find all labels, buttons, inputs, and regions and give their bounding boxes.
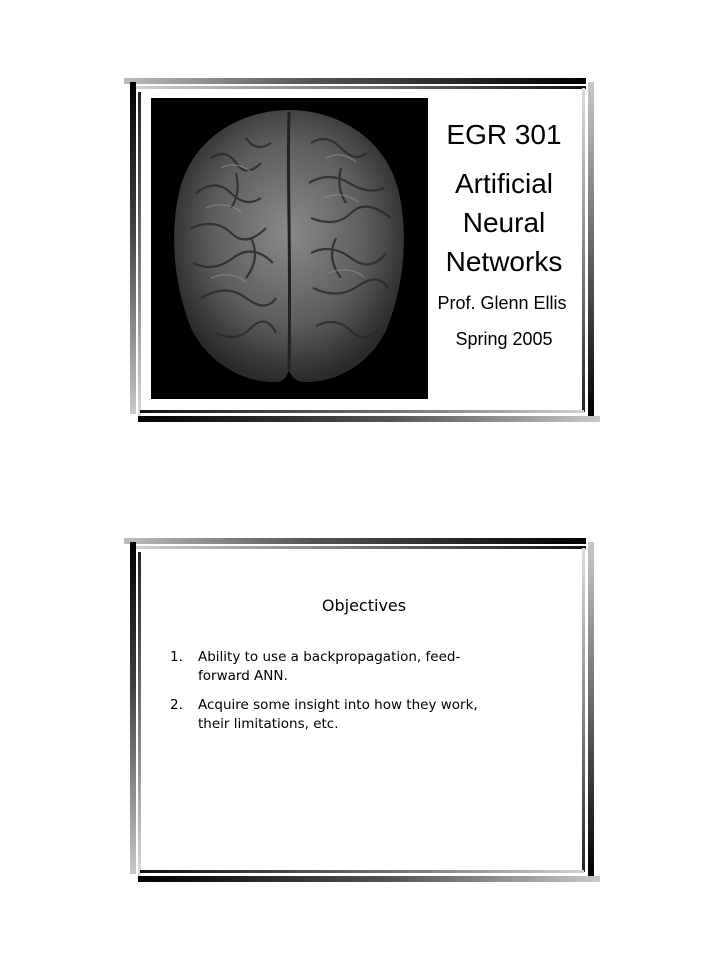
frame-left-bar xyxy=(130,542,136,874)
subject-line: Networks xyxy=(445,246,563,277)
frame-top-bar-inner xyxy=(136,546,586,549)
list-item xyxy=(170,648,510,686)
item-text: Acquire some insight into how they work, their limitations, etc. xyxy=(198,697,478,732)
instructor-name: Prof. Glenn Ellis xyxy=(437,293,567,313)
frame-left-bar-inner xyxy=(138,552,141,878)
title-slide xyxy=(124,78,600,424)
item-text: Ability to use a backpropagation, feed-forward ANN. xyxy=(198,649,461,684)
item-number: 2. xyxy=(170,697,183,713)
course-subject xyxy=(428,164,580,281)
frame-top-bar-inner xyxy=(136,86,586,89)
subject-line: Neural xyxy=(462,207,546,238)
brain-icon xyxy=(151,98,428,399)
frame-bottom-bar xyxy=(138,416,600,422)
frame-right-bar xyxy=(588,82,594,416)
brain-image xyxy=(151,98,428,399)
frame-bottom-bar-inner xyxy=(140,870,584,873)
frame-top-bar xyxy=(124,78,586,84)
objectives-slide xyxy=(124,538,600,884)
subject-line: Artificial xyxy=(454,168,553,199)
term: Spring 2005 xyxy=(455,329,553,349)
list-item xyxy=(170,696,510,734)
title-block xyxy=(428,118,580,351)
frame-bottom-bar xyxy=(138,876,600,882)
frame-left-bar-inner xyxy=(138,92,141,418)
frame-right-bar-inner xyxy=(582,88,585,412)
frame-bottom-bar-inner xyxy=(140,410,584,413)
frame-top-bar xyxy=(124,538,586,544)
slide-title: Objectives xyxy=(321,596,407,615)
objectives-list xyxy=(170,648,510,744)
frame-left-bar xyxy=(130,82,136,414)
course-code: EGR 301 xyxy=(446,119,562,150)
item-number: 1. xyxy=(170,649,183,665)
frame-right-bar xyxy=(588,542,594,876)
